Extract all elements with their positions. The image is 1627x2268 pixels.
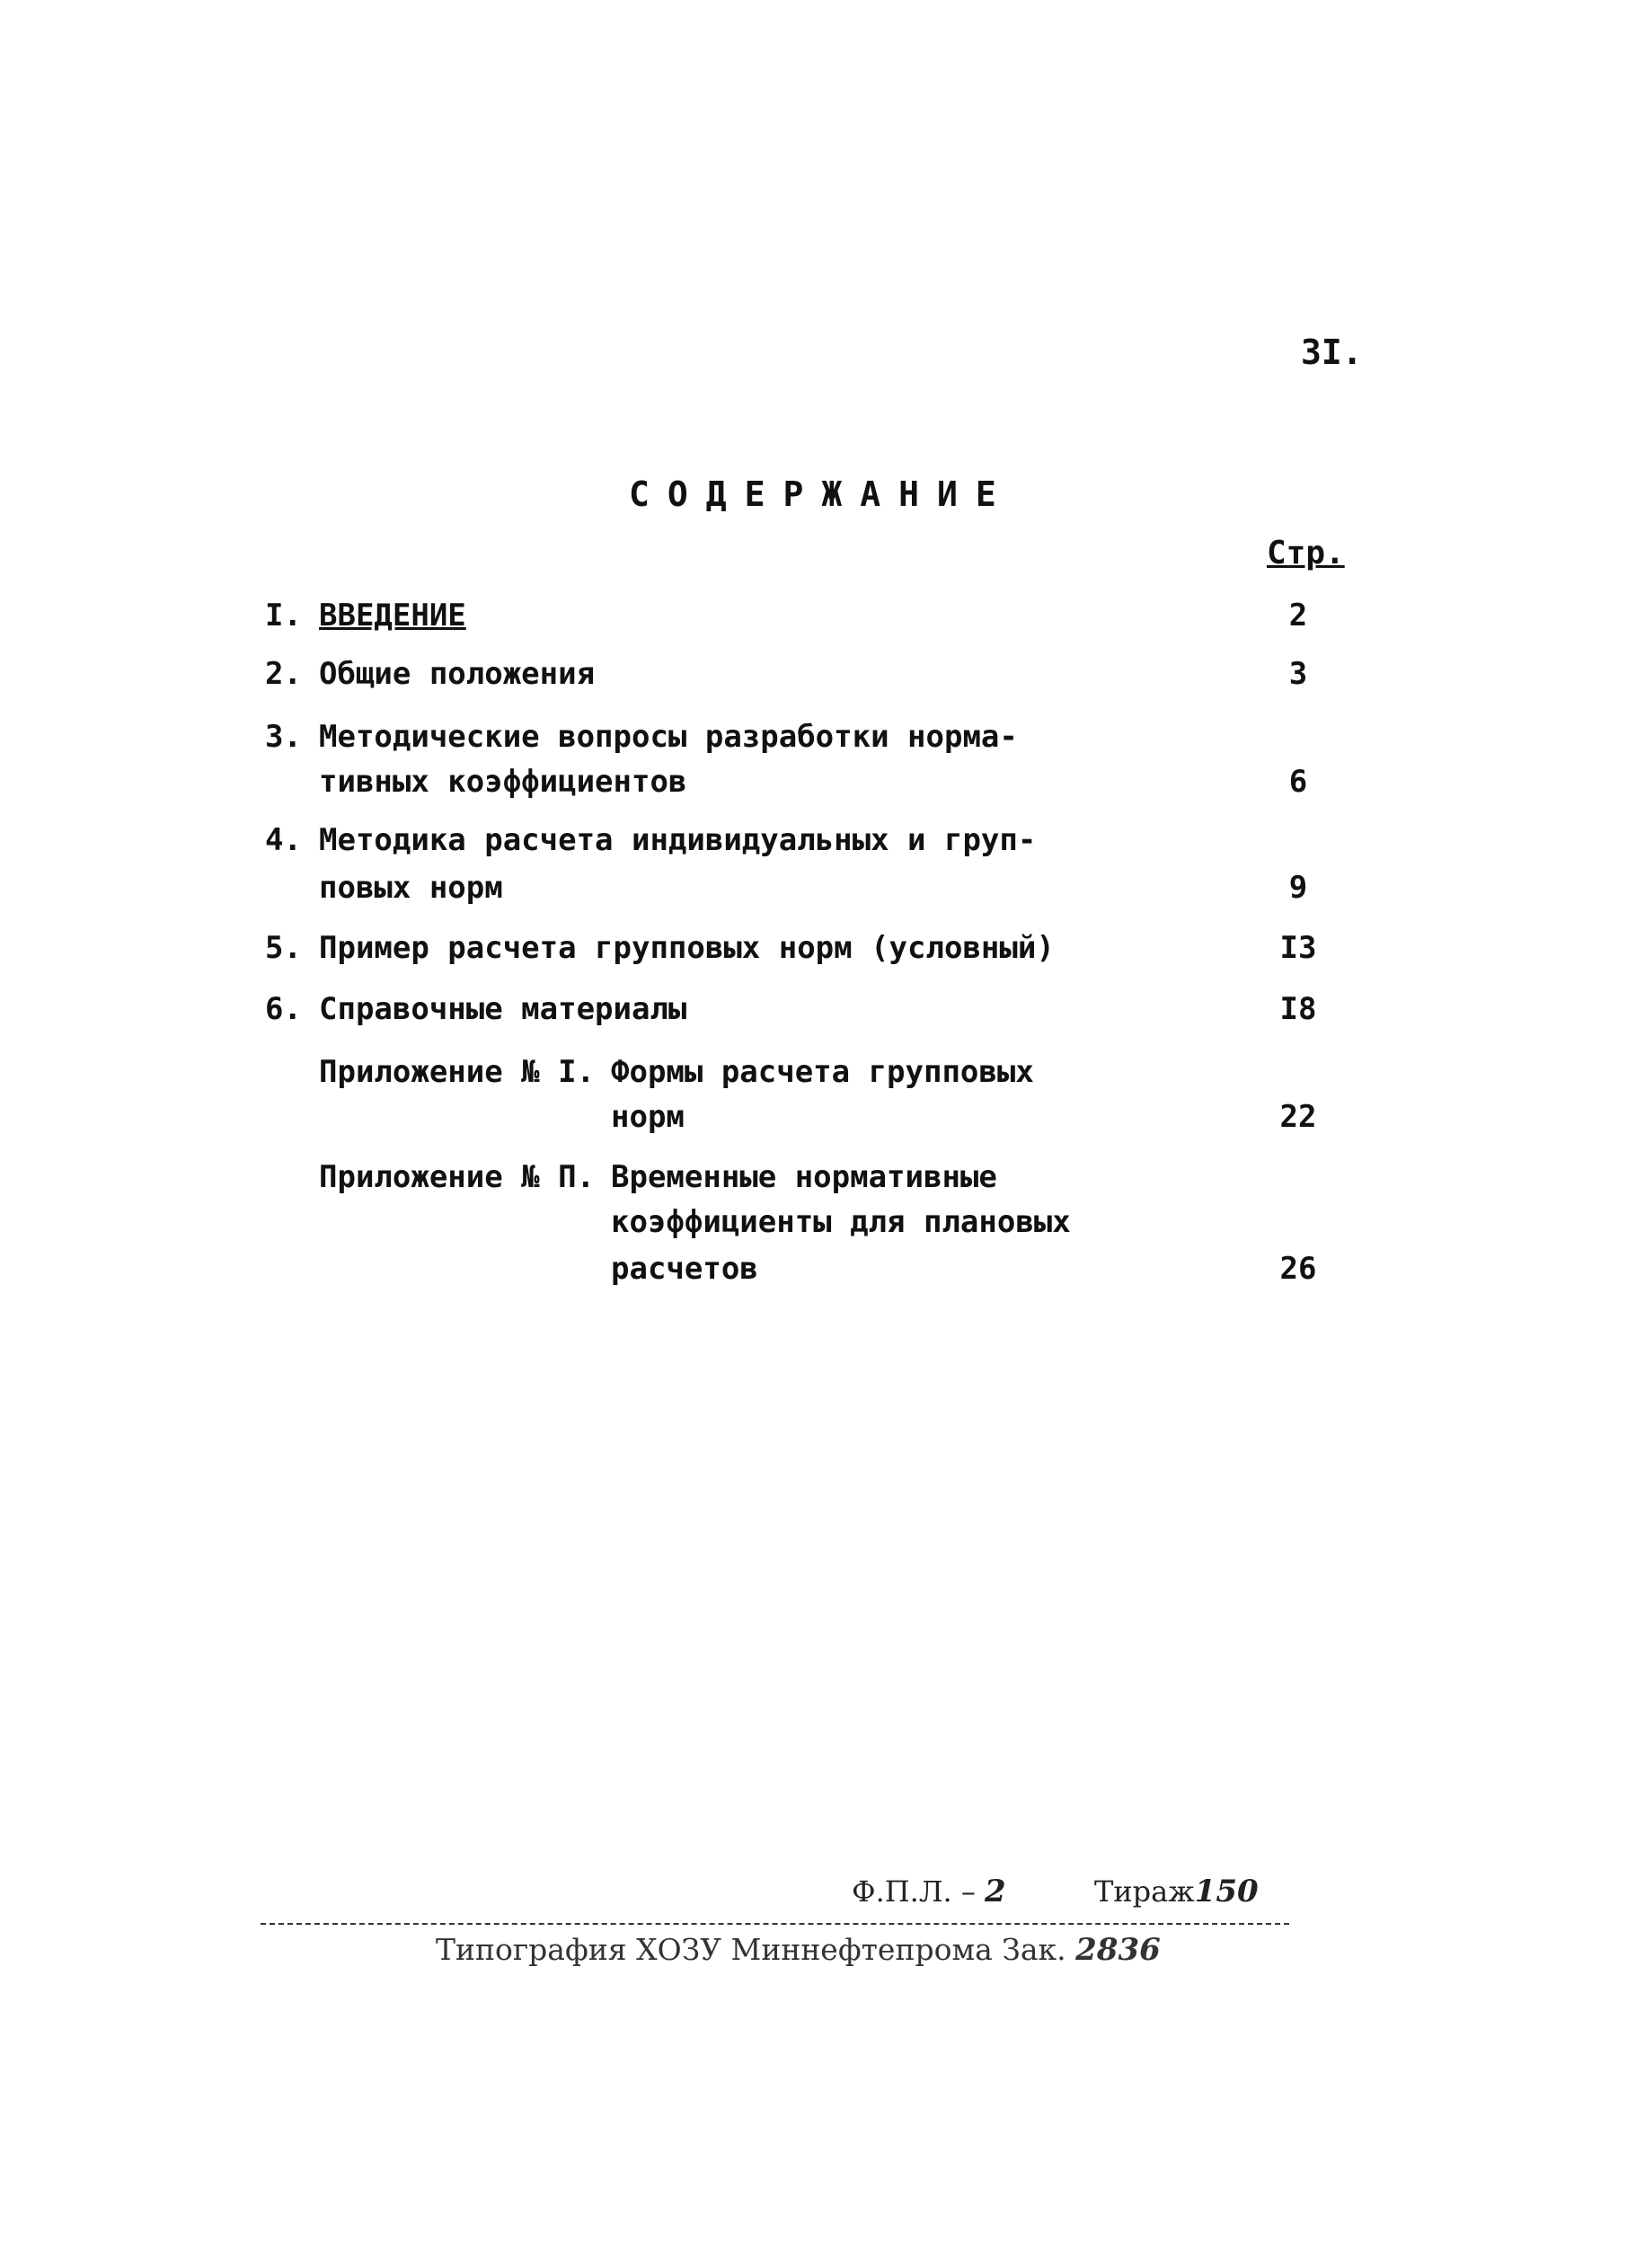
entry-title: Общие положения — [319, 656, 596, 692]
order-number: 2836 — [1075, 1932, 1161, 1968]
entry-number: 5. — [265, 930, 302, 966]
appendix-title: норм — [611, 1099, 685, 1135]
print-run-value: 150 — [1194, 1874, 1259, 1909]
page-column-header-text: Стр. — [1267, 535, 1345, 571]
entry-number: 4. — [265, 822, 302, 858]
toc-title: СОДЕРЖАНИЕ — [629, 474, 1014, 514]
entry-number: 6. — [265, 991, 302, 1027]
entry-title: Справочные материалы — [319, 991, 687, 1027]
entry-title: Методика расчета индивидуальных и груп- — [319, 822, 1037, 858]
entry-number: 2. — [265, 656, 302, 692]
footer-divider — [261, 1923, 1289, 1925]
entry-title: Пример расчета групповых норм (условный) — [319, 930, 1055, 966]
print-run — [1094, 1874, 1259, 1909]
entry-page: 9 — [1288, 870, 1308, 906]
appendix-page: 26 — [1279, 1251, 1317, 1287]
appendix-title: Формы расчета групповых — [611, 1054, 1034, 1090]
appendix-title: Временные нормативные — [611, 1159, 997, 1195]
format-sheets-value: 2 — [985, 1874, 1006, 1909]
entry-title: повых норм — [319, 870, 503, 906]
appendix-label: Приложение № П. — [319, 1159, 596, 1195]
entry-page: 3 — [1288, 656, 1308, 692]
appendix-page: 22 — [1279, 1099, 1317, 1135]
format-sheets-label: Ф.П.Л. – — [852, 1874, 976, 1909]
entry-number: 3. — [265, 719, 302, 755]
printer-imprint — [436, 1932, 1161, 1968]
entry-page: I8 — [1279, 991, 1317, 1027]
print-run-label: Тираж — [1094, 1874, 1195, 1909]
format-sheets — [852, 1874, 1006, 1909]
entry-title: ВВЕДЕНИЕ — [319, 598, 466, 633]
printer-label: Типография ХОЗУ Миннефтепрома Зак. — [436, 1932, 1066, 1967]
entry-page: I3 — [1279, 930, 1317, 966]
entry-number: I. — [265, 598, 302, 633]
entry-page: 6 — [1288, 764, 1308, 800]
entry-page: 2 — [1288, 598, 1308, 633]
appendix-title: расчетов — [611, 1251, 758, 1287]
entry-title: Методические вопросы разработки норма- — [319, 719, 1018, 755]
appendix-label: Приложение № I. — [319, 1054, 596, 1090]
appendix-title: коэффициенты для плановых — [611, 1204, 1071, 1240]
page-number: 3I. — [1301, 332, 1363, 372]
entry-title: тивных коэффициентов — [319, 764, 687, 800]
